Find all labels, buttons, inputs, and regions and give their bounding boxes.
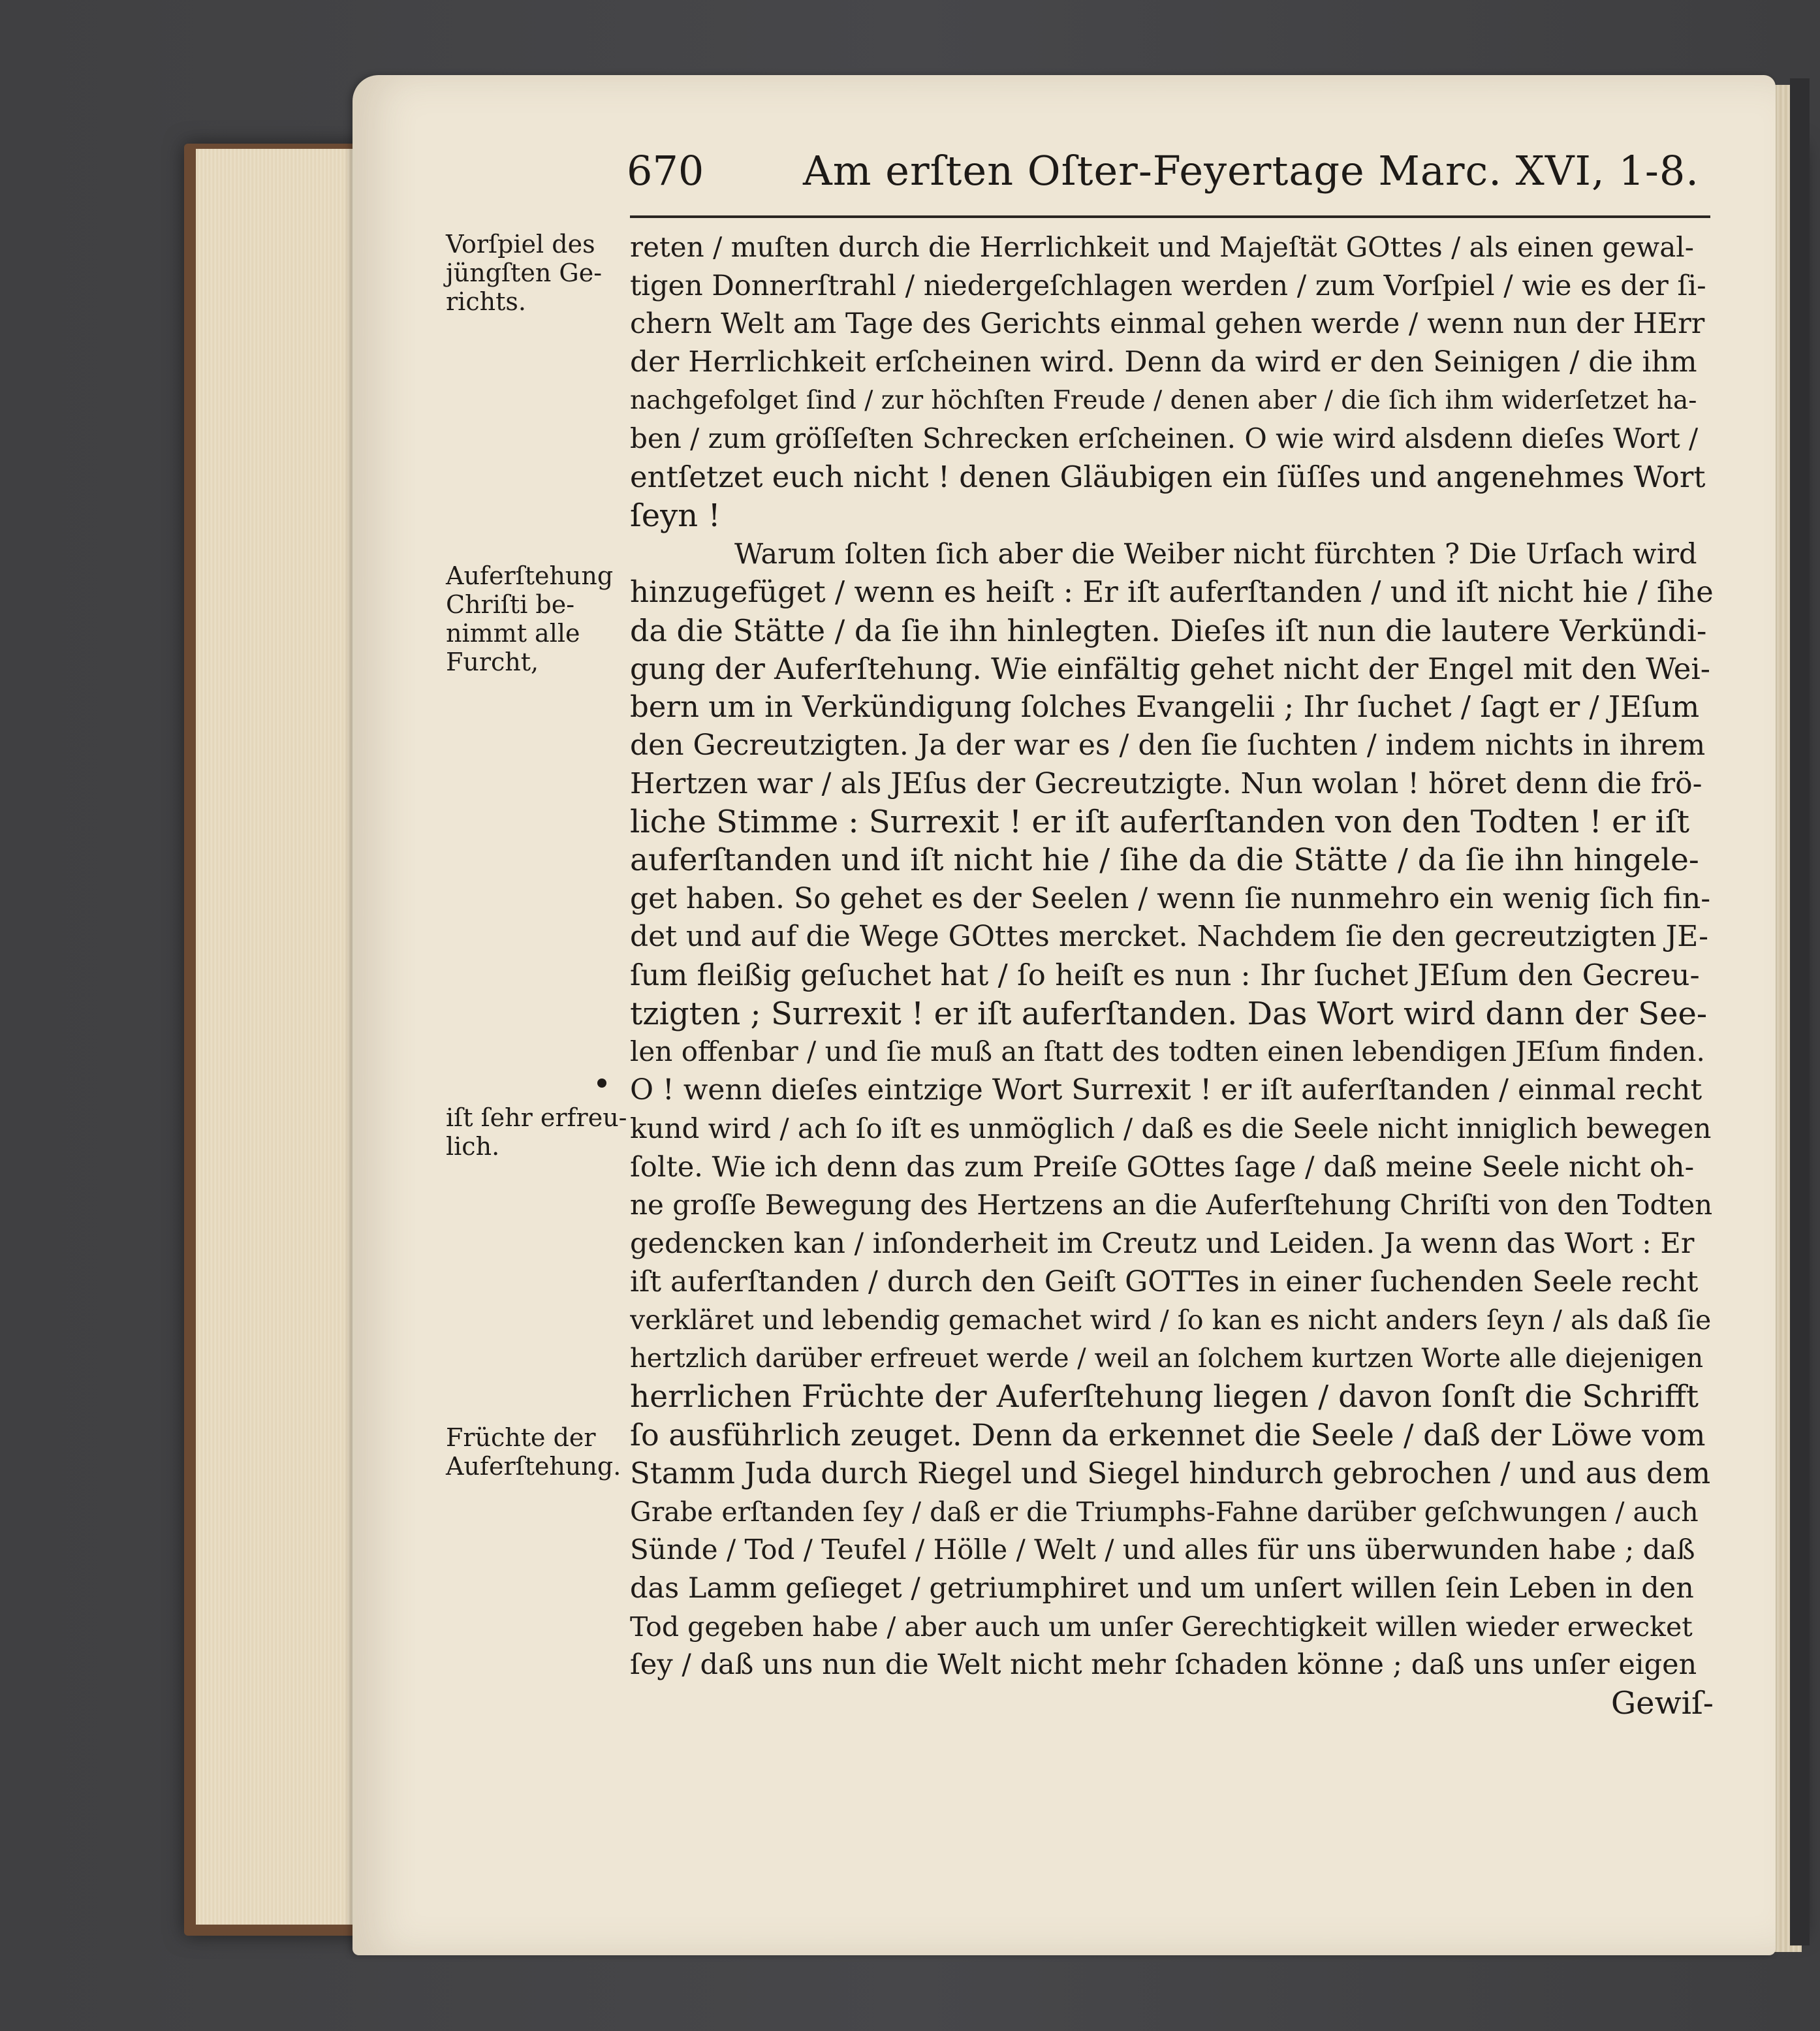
text-line: liche Stimme : Surrexit ! er iſt auferſtanden von den Todten ! er iſt xyxy=(630,804,1690,841)
text-line: gung der Auferſtehung. Wie einfältig gehet nicht der Engel mit den Wei- xyxy=(630,651,1710,686)
text-line: ben / zum gröſſeſten Schrecken erſcheinen. O wie wird alsdenn dieſes Wort / xyxy=(630,422,1699,455)
text-line: reten / muſten durch die Herrlichkeit und Majeſtät GOttes / als einen gewal- xyxy=(630,231,1694,263)
text-line: ſey / daß uns nun die Welt nicht mehr ſchaden könne ; daß uns unſer eigen xyxy=(630,1648,1697,1682)
text-line: det und auf die Wege GOttes mercket. Nachdem ſie den gecreutzigten JE- xyxy=(630,920,1709,954)
text-line: den Gecreutzigten. Ja der war es / den ſie ſuchten / indem nichts in ihrem xyxy=(630,728,1706,762)
text-line: tigen Donnerſtrahl / niedergeſchlagen werden / zum Vorſpiel / wie es der ſi- xyxy=(630,269,1706,302)
page-edges-left xyxy=(196,149,379,1925)
text-line: verkläret und lebendig gemachet wird / ſo kan es nicht anders ſeyn / als daß ſie xyxy=(630,1304,1712,1336)
text-line: auferſtanden und iſt nicht hie / ſihe da die Stätte / da ſie ihn hingele- xyxy=(630,842,1699,878)
text-line: der Herrlichkeit erſcheinen wird. Denn da wird er den Seinigen / die ihm xyxy=(630,345,1697,379)
text-line: Grabe erſtanden ſey / daß er die Triumphs-Fahne darüber geſchwungen / auch xyxy=(630,1496,1699,1528)
margin-note-line: jüngſten Ge- xyxy=(446,259,603,287)
text-line: Warum ſolten ſich aber die Weiber nicht fürchten ? Die Urſach wird xyxy=(734,537,1697,571)
text-line: tzigten ; Surrexit ! er iſt auferſtanden. Das Wort wird dann der See- xyxy=(630,995,1708,1032)
margin-note xyxy=(446,230,622,316)
margin-note-line: Früchte der xyxy=(446,1423,596,1452)
text-line: O ! wenn dieſes eintzige Wort Surrexit ! er iſt auferſtanden / einmal recht xyxy=(630,1073,1702,1107)
header-rule xyxy=(630,215,1710,218)
text-line: get haben. So gehet es der Seelen / wenn ſie nunmehro ein wenig ſich fin- xyxy=(630,881,1711,915)
text-line: ſeyn ! xyxy=(630,497,721,534)
text-line: ſo ausführlich zeuget. Denn da erkennet die Seele / daß der Löwe vom xyxy=(630,1417,1706,1453)
text-line: herrlichen Früchte der Auferſtehung liegen / davon ſonſt die Schrifft xyxy=(630,1378,1699,1415)
text-line: hertzlich darüber erfreuet werde / weil an ſolchem kurtzen Worte alle diejenigen xyxy=(630,1343,1704,1374)
text-line: Sünde / Tod / Teufel / Hölle / Welt / und alles für uns überwunden habe ; daß xyxy=(630,1534,1695,1566)
margin-note-line: Chriſti be- xyxy=(446,590,575,619)
text-line: chern Welt am Tage des Gerichts einmal gehen werde / wenn nun der HErr xyxy=(630,307,1705,341)
text-line: hinzugefüget / wenn es heiſt : Er iſt auferſtanden / und iſt nicht hie / ſihe xyxy=(630,575,1714,610)
page-header xyxy=(627,147,1723,206)
margin-note-line: iſt ſehr erfreu- xyxy=(446,1103,627,1132)
running-title: Am erſten Oſter-Feyertage Marc. XVI, 1-8. xyxy=(803,147,1700,195)
text-line: len offenbar / und ſie muß an ſtatt des todten einen lebendigen JEſum finden. xyxy=(630,1035,1705,1068)
text-line: bern um in Verkündigung ſolches Evangelii ; Ihr ſuchet / ſagt er / JEſum xyxy=(630,689,1700,725)
page-number: 670 xyxy=(627,147,704,195)
body-text xyxy=(630,228,1714,1723)
text-line: Tod gegeben habe / aber auch um unſer Gerechtigkeit willen wieder erwecket xyxy=(630,1611,1693,1643)
margin-dot xyxy=(597,1078,606,1088)
margin-note xyxy=(446,1103,627,1161)
margin-note-line: Auferſtehung xyxy=(446,561,614,590)
margin-note-line: nimmt alle xyxy=(446,619,580,648)
text-line: kund wird / ach ſo iſt es unmöglich / daß es die Seele nicht inniglich bewegen xyxy=(630,1112,1712,1144)
text-line: gedencken kan / inſonderheit im Creutz und Leiden. Ja wenn das Wort : Er xyxy=(630,1227,1695,1260)
text-line: ne groſſe Bewegung des Hertzens an die Auferſtehung Chriſti von den Todten xyxy=(630,1189,1713,1221)
margin-note-line: Auferſtehung. xyxy=(446,1452,621,1481)
text-line: ſum fleißig geſuchet hat / ſo heiſt es nun : Ihr ſuchet JEſum den Gecreu- xyxy=(630,958,1700,993)
margin-note-line: Vorſpiel des xyxy=(446,230,595,259)
margin-note xyxy=(446,561,622,676)
text-line: ſolte. Wie ich denn das zum Preiſe GOttes ſage / daß meine Seele nicht oh- xyxy=(630,1150,1695,1184)
text-line: das Lamm geſieget / getriumphiret und um unſert willen ſein Leben in den xyxy=(630,1572,1694,1605)
margin-note-line: lich. xyxy=(446,1132,500,1161)
text-line: nachgefolget ſind / zur höchſten Freude / denen aber / die ſich ihm widerſetzet ha- xyxy=(630,385,1697,415)
margin-note-line: richts. xyxy=(446,287,526,316)
margin-note-line: Furcht, xyxy=(446,648,539,676)
background-strip xyxy=(1790,78,1810,1945)
text-line: da die Stätte / da ſie ihn hinlegten. Dieſes iſt nun die lautere Verkündi- xyxy=(630,612,1707,648)
text-line: entſetzet euch nicht ! denen Gläubigen ein ſüſſes und angenehmes Wort xyxy=(630,460,1706,495)
text-line: iſt auferſtanden / durch den Geiſt GOTTes in einer ſuchenden Seele recht xyxy=(630,1265,1699,1299)
text-line: Stamm Juda durch Riegel und Siegel hindurch gebrochen / und aus dem xyxy=(630,1456,1711,1490)
catchword: Gewiſ- xyxy=(1610,1685,1714,1722)
margin-note xyxy=(446,1423,622,1481)
text-line: Hertzen war / als JEſus der Gecreutzigte. Nun wolan ! höret denn die frö- xyxy=(630,766,1702,800)
